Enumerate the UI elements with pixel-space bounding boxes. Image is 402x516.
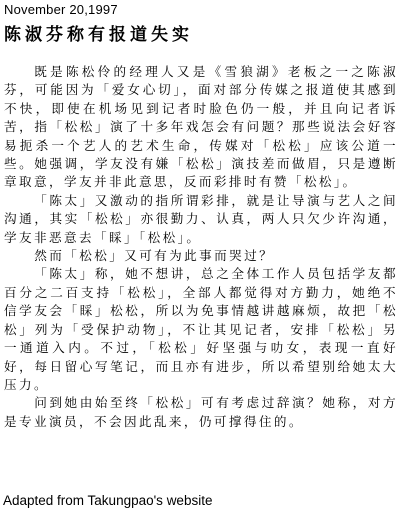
article-paragraph-5: 问到她由始至终「松松」可有考虑过辞演？她称，对方是专业演员，不会因此乱来，仍可撑得住的。 <box>4 395 398 429</box>
article-body <box>4 63 398 431</box>
article-paragraph-2: 「陈太」又激动的指所谓彩排，就是让导演与艺人之间沟通，其实「松松」亦很勤力、认真，两人只欠少许沟通，学友非恶意去「睬」「松松」。 <box>4 192 398 245</box>
source-credit: Adapted from Takungpao's website <box>3 493 213 508</box>
article-paragraph-1: 既是陈松伶的经理人又是《雪狼湖》老板之一之陈淑芬，可能因为「爱女心切」，面对部分传媒之报道使其感到不快，即使在机场见到记者时脸色仍一般，并且向记者诉苦，指「松松」演了十多年戏怎会有问题？那些说法会好容易扼杀一个艺人的艺术生命，传媒对「松松」应该公道一些。她强调，学友没有嫌「松松」演技差而做眉，只是遵断章取意，学友并非此意思，反而彩排时有赞「松松」。 <box>4 64 398 190</box>
article-headline: 陈淑芬称有报道失实 <box>4 25 193 45</box>
article-paragraph-4: 「陈太」称，她不想讲，总之全体工作人员包括学友都百分之二百支持「松松」，全部人都觉得对方勤力，她绝不信学友会「睬」松松，所以为免事情越讲越麻烦，故把「松松」列为「受保护动物」，不让其见记者，安排「松松」另一通道入内。不过，「松松」好坚强与叻女，表现一直好好，每日留心写笔记，而且亦有进步，所以希望别给她太大压力。 <box>4 266 398 392</box>
article-date: November 20,1997 <box>4 2 118 17</box>
article-paragraph-3: 然而「松松」又可有为此事而哭过？ <box>34 248 275 264</box>
